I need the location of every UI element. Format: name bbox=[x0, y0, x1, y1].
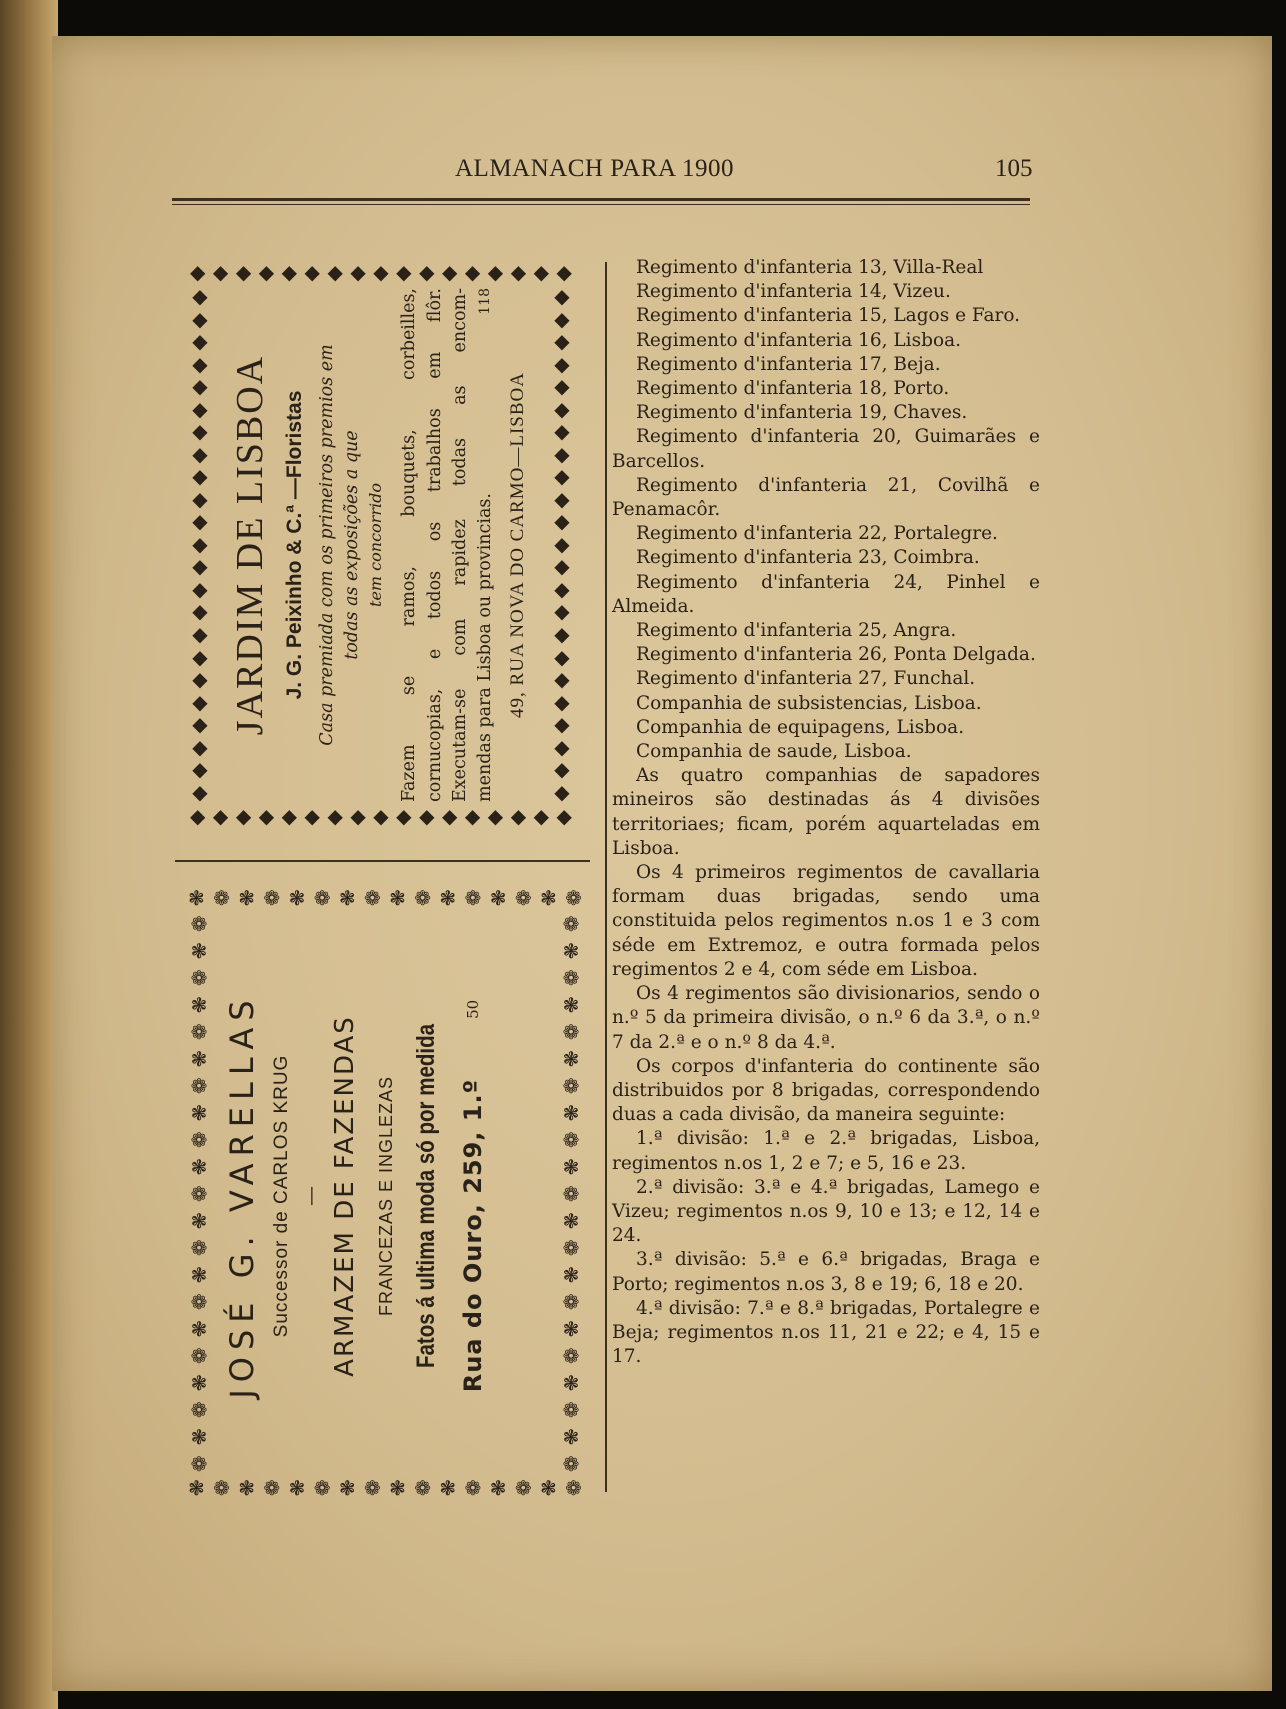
ad-varellas-store: ARMAZEM DE FAZENDAS bbox=[330, 1015, 360, 1377]
ad-jardim-border-bottom: ◆ ◆ ◆ ◆ ◆ ◆ ◆ ◆ ◆ ◆ ◆ ◆ ◆ ◆ ◆ ◆ ◆ bbox=[190, 804, 572, 828]
text-line: Regimento d'infanteria 18, Porto. bbox=[636, 378, 950, 400]
ad-jardim-motto-1: Casa premiada com os primeiros premios em bbox=[317, 344, 337, 746]
ad-divider bbox=[175, 860, 590, 862]
paragraph: 2.ª divisão: 3.ª e 4.ª brigadas, Lamego e Vizeu; regimentos n.os 9, 10 e 13; e 12, 14 e 24. bbox=[612, 1176, 1040, 1247]
text-line: Regimento d'infanteria 16, Lisboa. bbox=[636, 329, 961, 351]
ad-jardim-body-1: Fazem se ramos, bouquets, corbeilles, bbox=[399, 288, 419, 802]
ad-varellas-rotated-content bbox=[218, 918, 558, 1474]
text-line: Regimento d'infanteria 19, Chaves. bbox=[636, 402, 968, 424]
text-line: Companhia de equipagens, Lisboa. bbox=[636, 716, 965, 738]
page-header bbox=[0, 155, 1286, 195]
ad-jardim-rotated-content bbox=[224, 288, 544, 802]
column-divider bbox=[605, 262, 607, 1492]
ad-jardim-body-4-row bbox=[473, 288, 503, 802]
ad-varellas-address: Rua do Ouro, 259, 1.º bbox=[459, 1078, 487, 1393]
text-line: Companhia de subsistencias, Lisboa. bbox=[636, 692, 982, 714]
text-line: Regimento d'infanteria 24, Pinhel e Almeida. bbox=[612, 571, 1040, 617]
ad-varellas-slogan: Fatos á ultima moda só por medida bbox=[412, 1023, 440, 1369]
text-line: Regimento d'infanteria 15, Lagos e Faro. bbox=[636, 305, 1021, 327]
paragraph: 1.ª divisão: 1.ª e 2.ª brigadas, Lisboa, regimentos n.os 1, 2 e 7; e 5, 16 e 23. bbox=[612, 1128, 1040, 1174]
ad-varellas-ref: 50 bbox=[464, 999, 482, 1019]
ad-varellas-border-bottom: ❃ ❁ ❃ ❁ ❃ ❁ ❃ ❁ ❃ ❁ ❃ ❁ ❃ ❁ ❃ ❁ bbox=[188, 1476, 582, 1500]
ad-jardim-ref: 118 bbox=[477, 288, 493, 315]
ad-jardim-motto-2: todas as exposições a que bbox=[342, 430, 362, 660]
text-line: Regimento d'infanteria 26, Ponta Delgada. bbox=[636, 644, 1036, 666]
text-line: Regimento d'infanteria 21, Covilhã e Penamacôr. bbox=[612, 474, 1040, 521]
paragraph: As quatro companhias de sapadores mineiros são destinadas ás 4 divisões territoriaes; ficam, porém aquarteladas em Lisboa. bbox=[612, 765, 1040, 859]
book-spine bbox=[0, 0, 58, 1709]
paragraph: Os 4 primeiros regimentos de cavallaria formam duas brigadas, sendo uma constituida pelos regimentos n.os 1 e 3 com séde em Extremoz, e outra formada pelos regimentos 2 e 4, com séde em Lisboa. bbox=[612, 862, 1040, 980]
ad-varellas-dash: — bbox=[298, 1186, 322, 1206]
paragraph: 4.ª divisão: 7.ª e 8.ª brigadas, Portalegre e Beja; regimentos n.os 11, 21 e 22; e 4, 15 e 17. bbox=[612, 1297, 1040, 1368]
paragraph: 3.ª divisão: 5.ª e 6.ª brigadas, Braga e Porto; regimentos n.os 3, 8 e 19; 6, 18 e 20. bbox=[612, 1249, 1040, 1295]
ad-jardim-de-lisboa bbox=[190, 262, 572, 828]
text-line: Regimento d'infanteria 20, Guimarães e Barcellos. bbox=[612, 426, 1040, 472]
paragraph: Os corpos d'infanteria do continente são distribuidos por 8 brigadas, correspondendo duas a cada divisão, da maneira seguinte: bbox=[612, 1055, 1040, 1126]
text-line: Regimento d'infanteria 13, Villa-Real bbox=[636, 257, 984, 278]
header-rule-thick bbox=[172, 198, 1030, 201]
ad-varellas-origin: FRANCEZAS E INGLEZAS bbox=[376, 1075, 396, 1317]
ad-jardim-body-4: mendas para Lisboa ou provincias. bbox=[475, 493, 495, 802]
header-rule-thin bbox=[172, 204, 1030, 205]
running-title: ALMANACH PARA 1900 bbox=[455, 155, 734, 182]
text-line: Regimento d'infanteria 17, Beja. bbox=[636, 353, 941, 375]
ad-jardim-border-left: ◆ ◆ ◆ ◆ ◆ ◆ ◆ ◆ ◆ ◆ ◆ ◆ ◆ ◆ ◆ ◆ ◆ ◆ ◆ ◆ ◆ ◆ ◆ bbox=[192, 284, 208, 804]
ad-varellas-border-left: ❁ ❃ ❁ ❃ ❁ ❃ ❁ ❃ ❁ ❃ ❁ ❃ ❁ ❃ ❁ ❃ ❁ ❃ ❁ ❃ ❁ bbox=[190, 912, 208, 1476]
paragraph: Os 4 regimentos são divisionarios, sendo o n.º 5 da primeira divisão, o n.º 6 da 3.ª, o n.º 7 da 2.ª e o n.º 8 da 4.ª. bbox=[612, 983, 1040, 1053]
ad-jose-varellas bbox=[188, 888, 582, 1500]
ad-jardim-body-3: Executam-se com rapidez todas as encom- bbox=[450, 288, 470, 802]
text-line: Companhia de saude, Lisboa. bbox=[636, 741, 912, 763]
ad-varellas-successor: Successor de CARLOS KRUG bbox=[271, 1054, 292, 1338]
ad-varellas-border-top: ❃ ❁ ❃ ❁ ❃ ❁ ❃ ❁ ❃ ❁ ❃ ❁ ❃ ❁ ❃ ❁ bbox=[188, 886, 582, 910]
ad-jardim-title: JARDIM DE LISBOA bbox=[229, 354, 271, 736]
ad-jardim-border-right: ◆ ◆ ◆ ◆ ◆ ◆ ◆ ◆ ◆ ◆ ◆ ◆ ◆ ◆ ◆ ◆ ◆ ◆ ◆ ◆ ◆ ◆ ◆ bbox=[554, 284, 570, 804]
text-line: Regimento d'infanteria 27, Funchal. bbox=[636, 668, 976, 690]
text-line: Regimento d'infanteria 22, Portalegre. bbox=[636, 523, 998, 545]
ad-varellas-name: JOSÉ G. VARELLAS bbox=[223, 993, 261, 1399]
ad-jardim-firm: J. G. Peixinho & C.ª —Floristas bbox=[283, 390, 306, 700]
ad-jardim-address: 49, RUA NOVA DO CARMO—LISBOA bbox=[507, 372, 528, 718]
ad-jardim-border-top: ◆ ◆ ◆ ◆ ◆ ◆ ◆ ◆ ◆ ◆ ◆ ◆ ◆ ◆ ◆ ◆ ◆ bbox=[190, 260, 572, 284]
ad-jardim-body-2: cornucopias, e todos os trabalhos em flôr. bbox=[425, 288, 445, 802]
ad-varellas-border-right: ❁ ❃ ❁ ❃ ❁ ❃ ❁ ❃ ❁ ❃ ❁ ❃ ❁ ❃ ❁ ❃ ❁ ❃ ❁ ❃ ❁ bbox=[562, 912, 580, 1476]
ad-jardim-motto-3: tem concorrido bbox=[366, 483, 385, 607]
body-text-column bbox=[612, 256, 1040, 1369]
page-number: 105 bbox=[995, 155, 1033, 182]
text-line: Regimento d'infanteria 25, Angra. bbox=[636, 620, 957, 642]
text-line: Regimento d'infanteria 23, Coimbra. bbox=[636, 547, 980, 569]
text-line: Regimento d'infanteria 14, Vizeu. bbox=[636, 281, 951, 303]
ad-varellas-address-row bbox=[448, 918, 498, 1474]
